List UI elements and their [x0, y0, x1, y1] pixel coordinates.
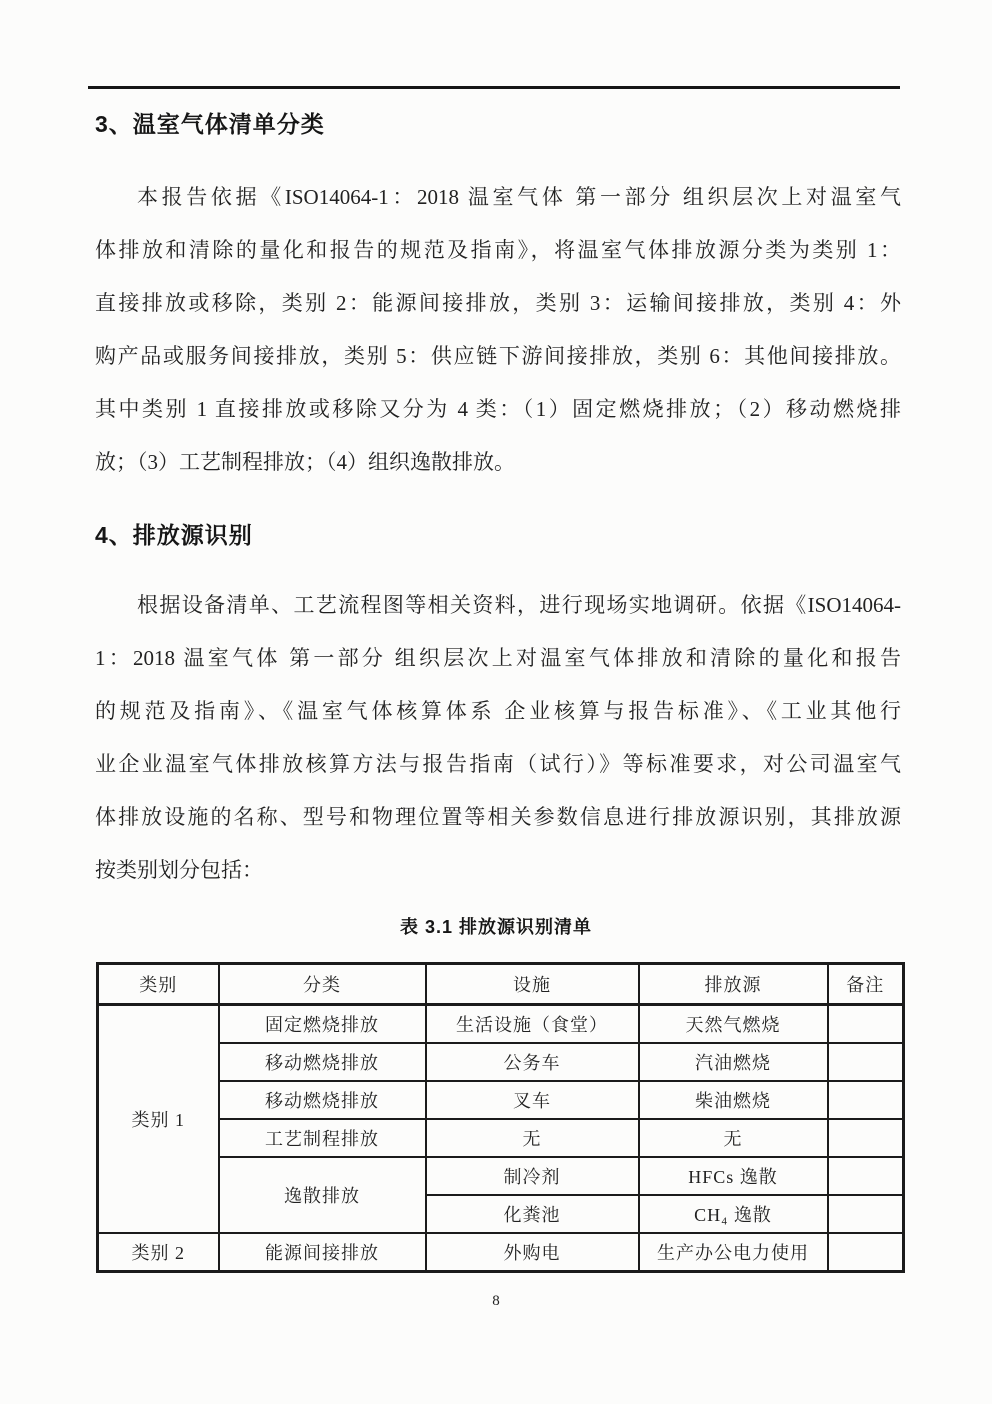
- section-4-heading: 4、排放源识别: [95, 522, 253, 548]
- paragraph-line: 其中类别 1 直接排放或移除又分为 4 类：（1）固定燃烧排放；（2）移动燃烧排: [95, 397, 901, 421]
- header-cell-facility: 设施: [426, 964, 639, 1005]
- paragraph-line: 1：2018 温室气体 第一部分 组织层次上对温室气体排放和清除的量化和报告: [95, 646, 901, 670]
- section-3-paragraph: [95, 171, 901, 489]
- cell-classification: 移动燃烧排放: [219, 1043, 426, 1081]
- cell-facility: 生活设施（食堂）: [426, 1005, 639, 1044]
- cell-category-1: 类别 1: [98, 1005, 219, 1234]
- cell-note: [828, 1233, 904, 1272]
- cell-note: [828, 1157, 904, 1195]
- cell-note: [828, 1043, 904, 1081]
- paragraph-line: 购产品或服务间接排放，类别 5：供应链下游间接排放，类别 6：其他间接排放。: [95, 344, 901, 368]
- table-row: [98, 1119, 904, 1157]
- cell-source: 生产办公电力使用: [639, 1233, 828, 1272]
- cell-source: CH₄ 逸散: [639, 1195, 828, 1233]
- cell-category-2: 类别 2: [98, 1233, 219, 1272]
- cell-facility: 化粪池: [426, 1195, 639, 1233]
- header-cell-category: 类别: [98, 964, 219, 1005]
- paragraph-line: 的规范及指南》、《温室气体核算体系 企业核算与报告标准》、《工业其他行: [95, 699, 901, 723]
- cell-note: [828, 1081, 904, 1119]
- paragraph-line: 本报告依据《ISO14064-1：2018 温室气体 第一部分 组织层次上对温室气: [137, 185, 901, 209]
- cell-classification: 能源间接排放: [219, 1233, 426, 1272]
- table-row: [98, 1005, 904, 1044]
- cell-source: HFCs 逸散: [639, 1157, 828, 1195]
- paragraph-line: 直接排放或移除，类别 2：能源间接排放，类别 3：运输间接排放，类别 4：外: [95, 291, 901, 315]
- cell-source: 天然气燃烧: [639, 1005, 828, 1044]
- emission-source-table: [96, 962, 905, 1273]
- paragraph-line: 根据设备清单、工艺流程图等相关资料，进行现场实地调研。依据《ISO14064-: [137, 593, 901, 617]
- section-3-heading: 3、温室气体清单分类: [95, 111, 325, 137]
- cell-facility: 制冷剂: [426, 1157, 639, 1195]
- table-row: [98, 1081, 904, 1119]
- table-row: [98, 1233, 904, 1272]
- table-row: [98, 1043, 904, 1081]
- paragraph-line: 按类别划分包括：: [95, 858, 263, 882]
- paragraph-line: 放；（3）工艺制程排放；（4）组织逸散排放。: [95, 450, 515, 474]
- cell-classification: 移动燃烧排放: [219, 1081, 426, 1119]
- paragraph-line: 体排放设施的名称、型号和物理位置等相关参数信息进行排放源识别，其排放源: [95, 805, 901, 829]
- cell-facility: 叉车: [426, 1081, 639, 1119]
- header-cell-note: 备注: [828, 964, 904, 1005]
- cell-source: 柴油燃烧: [639, 1081, 828, 1119]
- section-4-paragraph: [95, 579, 901, 897]
- paragraph-line: 体排放和清除的量化和报告的规范及指南》，将温室气体排放源分类为类别 1：: [95, 238, 901, 262]
- header-cell-classification: 分类: [219, 964, 426, 1005]
- cell-classification: 工艺制程排放: [219, 1119, 426, 1157]
- header-cell-source: 排放源: [639, 964, 828, 1005]
- cell-classification: 固定燃烧排放: [219, 1005, 426, 1044]
- cell-facility: 外购电: [426, 1233, 639, 1272]
- cell-facility: 公务车: [426, 1043, 639, 1081]
- page-number: 8: [492, 1293, 500, 1309]
- cell-note: [828, 1119, 904, 1157]
- cell-source: 无: [639, 1119, 828, 1157]
- table-header-row: [98, 964, 904, 1005]
- cell-note: [828, 1005, 904, 1044]
- table-caption: 表 3.1 排放源识别清单: [399, 917, 593, 937]
- table-row: [98, 1157, 904, 1195]
- cell-classification-fugitive: 逸散排放: [219, 1157, 426, 1233]
- paragraph-line: 业企业温室气体排放核算方法与报告指南（试行）》等标准要求，对公司温室气: [95, 752, 901, 776]
- header-rule: [88, 86, 900, 89]
- cell-note: [828, 1195, 904, 1233]
- cell-source: 汽油燃烧: [639, 1043, 828, 1081]
- cell-facility: 无: [426, 1119, 639, 1157]
